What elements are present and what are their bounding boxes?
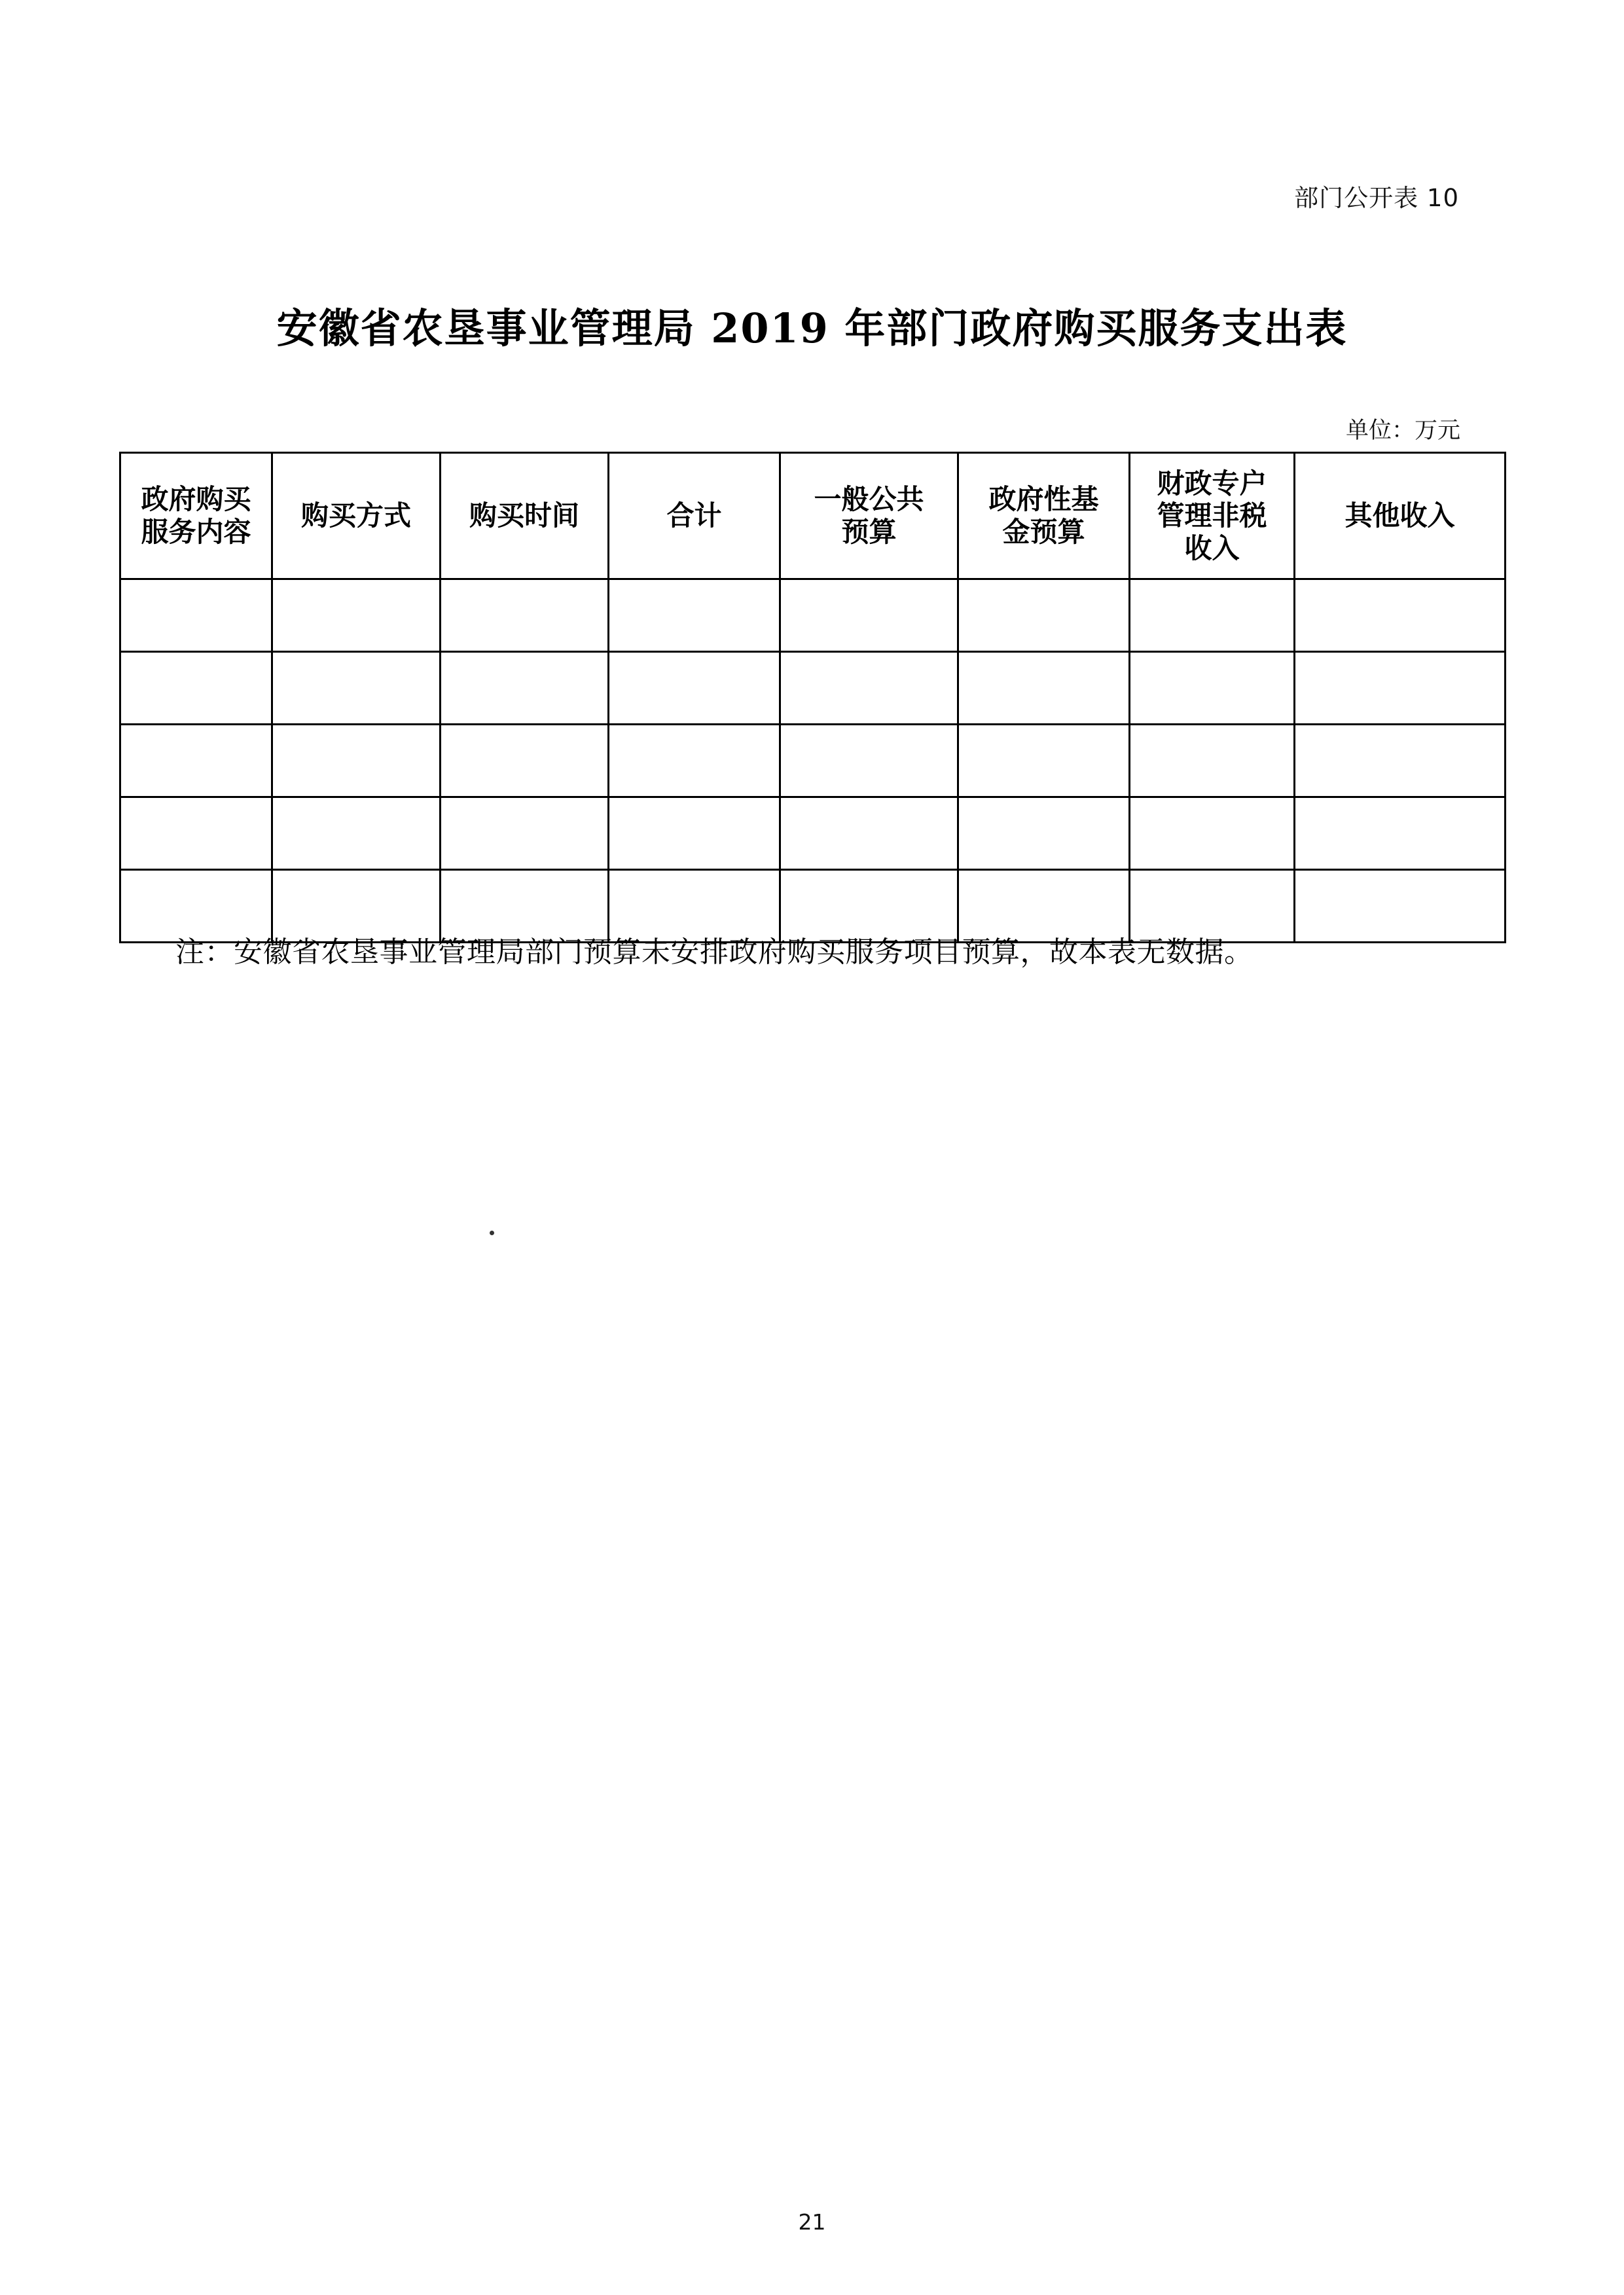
table-note: 注：安徽省农垦事业管理局部门预算未安排政府购买服务项目预算，故本表无数据。: [175, 935, 1254, 969]
table-cell: [1295, 579, 1506, 652]
table-cell: [120, 579, 272, 652]
table-cell: [1295, 652, 1506, 725]
stray-mark: [490, 1231, 494, 1235]
table-row: [120, 579, 1506, 652]
table-cell: [958, 579, 1130, 652]
table-cell: [120, 797, 272, 870]
table-row: [120, 725, 1506, 797]
table-cell: [780, 725, 958, 797]
header-line: 一般公共: [814, 483, 924, 516]
table-cell: [272, 652, 441, 725]
table-cell: [1295, 797, 1506, 870]
header-line: 政府性基: [988, 483, 1099, 516]
header-line: 财政专户: [1157, 467, 1267, 499]
table-cell: [272, 579, 441, 652]
header-line: 管理非税: [1157, 499, 1267, 532]
table-cell: [609, 797, 780, 870]
table-cell: [1295, 725, 1506, 797]
header-line: 其他收入: [1344, 499, 1455, 532]
column-header-purchase-time: [441, 453, 609, 579]
header-line: 服务内容: [141, 516, 251, 548]
header-line: 预算: [841, 516, 897, 548]
header-line: 购买时间: [469, 499, 579, 532]
table-cell: [780, 797, 958, 870]
table-cell: [120, 725, 272, 797]
column-header-total: [609, 453, 780, 579]
page-number: 21: [798, 2209, 826, 2235]
table-cell: [1130, 797, 1295, 870]
header-line: 政府购买: [141, 483, 251, 516]
table-cell: [441, 579, 609, 652]
table-cell: [609, 579, 780, 652]
form-tag-label: 部门公开表 10: [1294, 184, 1459, 212]
table-cell: [609, 725, 780, 797]
column-header-fiscal-account-nontax-income: [1130, 453, 1295, 579]
table-cell: [1130, 652, 1295, 725]
table-header-row: [120, 453, 1506, 579]
table-cell: [1130, 725, 1295, 797]
government-purchase-service-table: [119, 452, 1506, 943]
table-row: [120, 797, 1506, 870]
unit-label: 单位：万元: [1345, 418, 1460, 444]
table-cell: [958, 652, 1130, 725]
header-line: 收入: [1184, 532, 1240, 564]
header-line: 购买方式: [300, 499, 411, 532]
column-header-general-public-budget: [780, 453, 958, 579]
column-header-other-income: [1295, 453, 1506, 579]
header-line: 金预算: [1002, 516, 1085, 548]
column-header-service-content: [120, 453, 272, 579]
table-cell: [609, 652, 780, 725]
header-line: 合计: [666, 499, 722, 532]
page-title: 安徽省农垦事业管理局 2019 年部门政府购买服务支出表: [276, 304, 1348, 352]
budget-table-container: [119, 452, 1504, 943]
table-cell: [272, 797, 441, 870]
table-cell: [958, 725, 1130, 797]
table-cell: [780, 652, 958, 725]
column-header-purchase-method: [272, 453, 441, 579]
table-cell: [1130, 579, 1295, 652]
table-cell: [441, 652, 609, 725]
table-cell: [958, 797, 1130, 870]
column-header-government-fund-budget: [958, 453, 1130, 579]
table-cell: [441, 797, 609, 870]
table-cell: [441, 725, 609, 797]
table-cell: [272, 725, 441, 797]
table-cell: [120, 652, 272, 725]
table-row: [120, 652, 1506, 725]
table-cell: [780, 579, 958, 652]
